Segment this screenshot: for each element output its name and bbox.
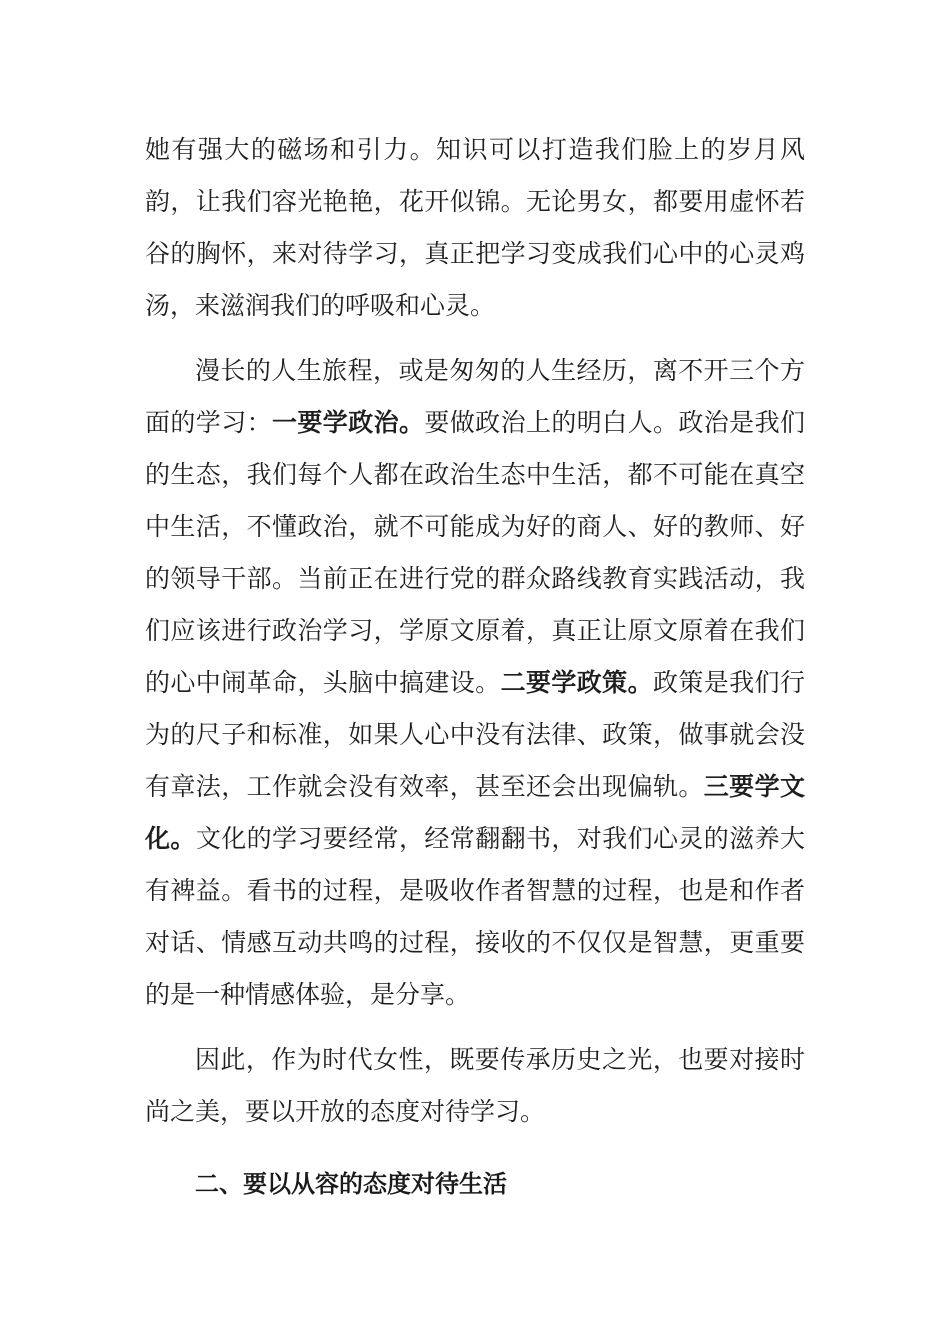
paragraph-conclusion: 因此，作为时代女性，既要传承历史之光，也要对接时尚之美，要以开放的态度对待学习。	[145, 1045, 805, 1126]
point-politics-body: 要做政治上的明白人。政治是我们的生态，我们每个人都在政治生态中生活，都不可能在真空中生活，不懂政治，就不可能成为好的商人、好的教师、好的领导干部。当前正在进行党的群众路线教育实践活动，我们应该进行政治学习，学原文原着，真正让原文原着在我们的心中闹革命，头脑中搞建设。	[145, 408, 805, 697]
point-culture-title: 三要学文化。	[145, 772, 805, 853]
point-policy-title: 二要学政策。	[500, 668, 653, 697]
section-heading: 二、要以从容的态度对待生活	[195, 1170, 507, 1198]
paragraph-intro: 漫长的人生旅程，或是匆匆的人生经历，离不开三个方面的学习：	[145, 356, 805, 437]
point-politics-title: 一要学政治。	[272, 408, 425, 437]
paragraph-knowledge: 她有强大的磁场和引力。知识可以打造我们脸上的岁月风韵，让我们容光艳艳，花开似锦。无论男女，都要用虚怀若谷的胸怀，来对待学习，真正把学习变成我们心中的心灵鸡汤，来滋润我们的呼吸和心灵。	[145, 135, 805, 320]
point-culture-body: 文化的学习要经常，经常翻翻书，对我们心灵的滋养大有裨益。看书的过程，是吸收作者智慧的过程，也是和作者对话、情感互动共鸣的过程，接收的不仅仅是智慧，更重要的是一种情感体验，是分享。	[145, 824, 805, 1009]
document-page	[145, 124, 805, 1210]
point-policy-body: 政策是我们行为的尺子和标准，如果人心中没有法律、政策，做事就会没有章法，工作就会没有效率，甚至还会出现偏轨。	[145, 668, 805, 801]
paragraph-three-learnings	[145, 345, 805, 1021]
